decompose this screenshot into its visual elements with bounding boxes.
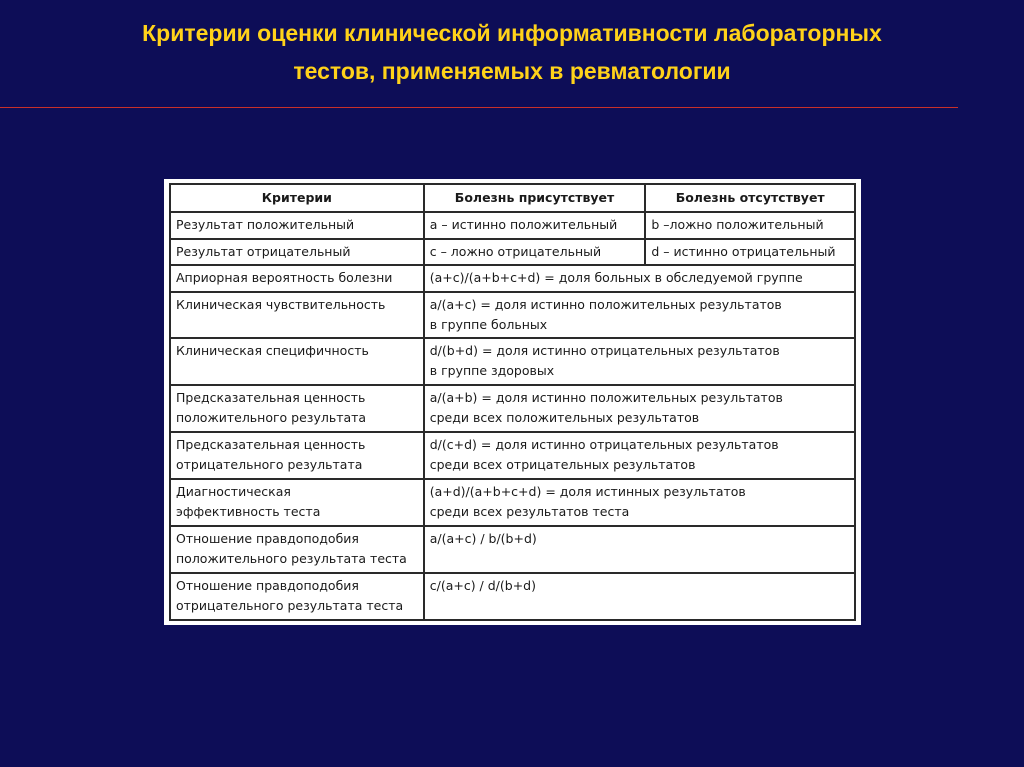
table-row bbox=[170, 338, 855, 385]
row-criterion: Клиническая чувствительность bbox=[170, 292, 424, 339]
table-row bbox=[170, 239, 855, 266]
criteria-table bbox=[169, 183, 856, 621]
table-row bbox=[170, 265, 855, 292]
table-row bbox=[170, 573, 855, 620]
row-criterion: Отношение правдоподобия отрицательного результата теста bbox=[170, 573, 424, 620]
criteria-table-frame bbox=[164, 179, 861, 625]
table-row bbox=[170, 292, 855, 339]
row-present-value: a – истинно положительный bbox=[424, 212, 646, 239]
header-disease-absent: Болезнь отсутствует bbox=[645, 184, 855, 212]
row-value: a/(a+c) = доля истинно положительных результатов в группе больных bbox=[424, 292, 855, 339]
table-row bbox=[170, 479, 855, 526]
row-criterion: Результат отрицательный bbox=[170, 239, 424, 266]
row-present-value: c – ложно отрицательный bbox=[424, 239, 646, 266]
row-absent-value: d – истинно отрицательный bbox=[645, 239, 855, 266]
row-value: (a+d)/(a+b+c+d) = доля истинных результатов среди всех результатов теста bbox=[424, 479, 855, 526]
table-row bbox=[170, 212, 855, 239]
slide-title-line-1: Критерии оценки клинической информативности лабораторных bbox=[142, 20, 882, 46]
slide-title-line-2: тестов, применяемых в ревматологии bbox=[293, 58, 731, 84]
table-header-row bbox=[170, 184, 855, 212]
row-absent-value: b –ложно положительный bbox=[645, 212, 855, 239]
row-criterion: Отношение правдоподобия положительного результата теста bbox=[170, 526, 424, 573]
header-criteria: Критерии bbox=[170, 184, 424, 212]
row-criterion: Результат положительный bbox=[170, 212, 424, 239]
title-divider bbox=[0, 107, 958, 108]
slide-title bbox=[0, 14, 1024, 90]
row-criterion: Диагностическая эффективность теста bbox=[170, 479, 424, 526]
row-value: d/(c+d) = доля истинно отрицательных результатов среди всех отрицательных результатов bbox=[424, 432, 855, 479]
table-row bbox=[170, 385, 855, 432]
table-row bbox=[170, 526, 855, 573]
row-value: d/(b+d) = доля истинно отрицательных результатов в группе здоровых bbox=[424, 338, 855, 385]
row-criterion: Клиническая специфичность bbox=[170, 338, 424, 385]
header-disease-present: Болезнь присутствует bbox=[424, 184, 646, 212]
row-criterion: Предсказательная ценность отрицательного результата bbox=[170, 432, 424, 479]
table-row bbox=[170, 432, 855, 479]
row-criterion: Априорная вероятность болезни bbox=[170, 265, 424, 292]
row-value: a/(a+b) = доля истинно положительных результатов среди всех положительных результатов bbox=[424, 385, 855, 432]
row-value: a/(a+c) / b/(b+d) bbox=[424, 526, 855, 573]
row-criterion: Предсказательная ценность положительного результата bbox=[170, 385, 424, 432]
row-value: (a+c)/(a+b+c+d) = доля больных в обследуемой группе bbox=[424, 265, 855, 292]
row-value: c/(a+c) / d/(b+d) bbox=[424, 573, 855, 620]
